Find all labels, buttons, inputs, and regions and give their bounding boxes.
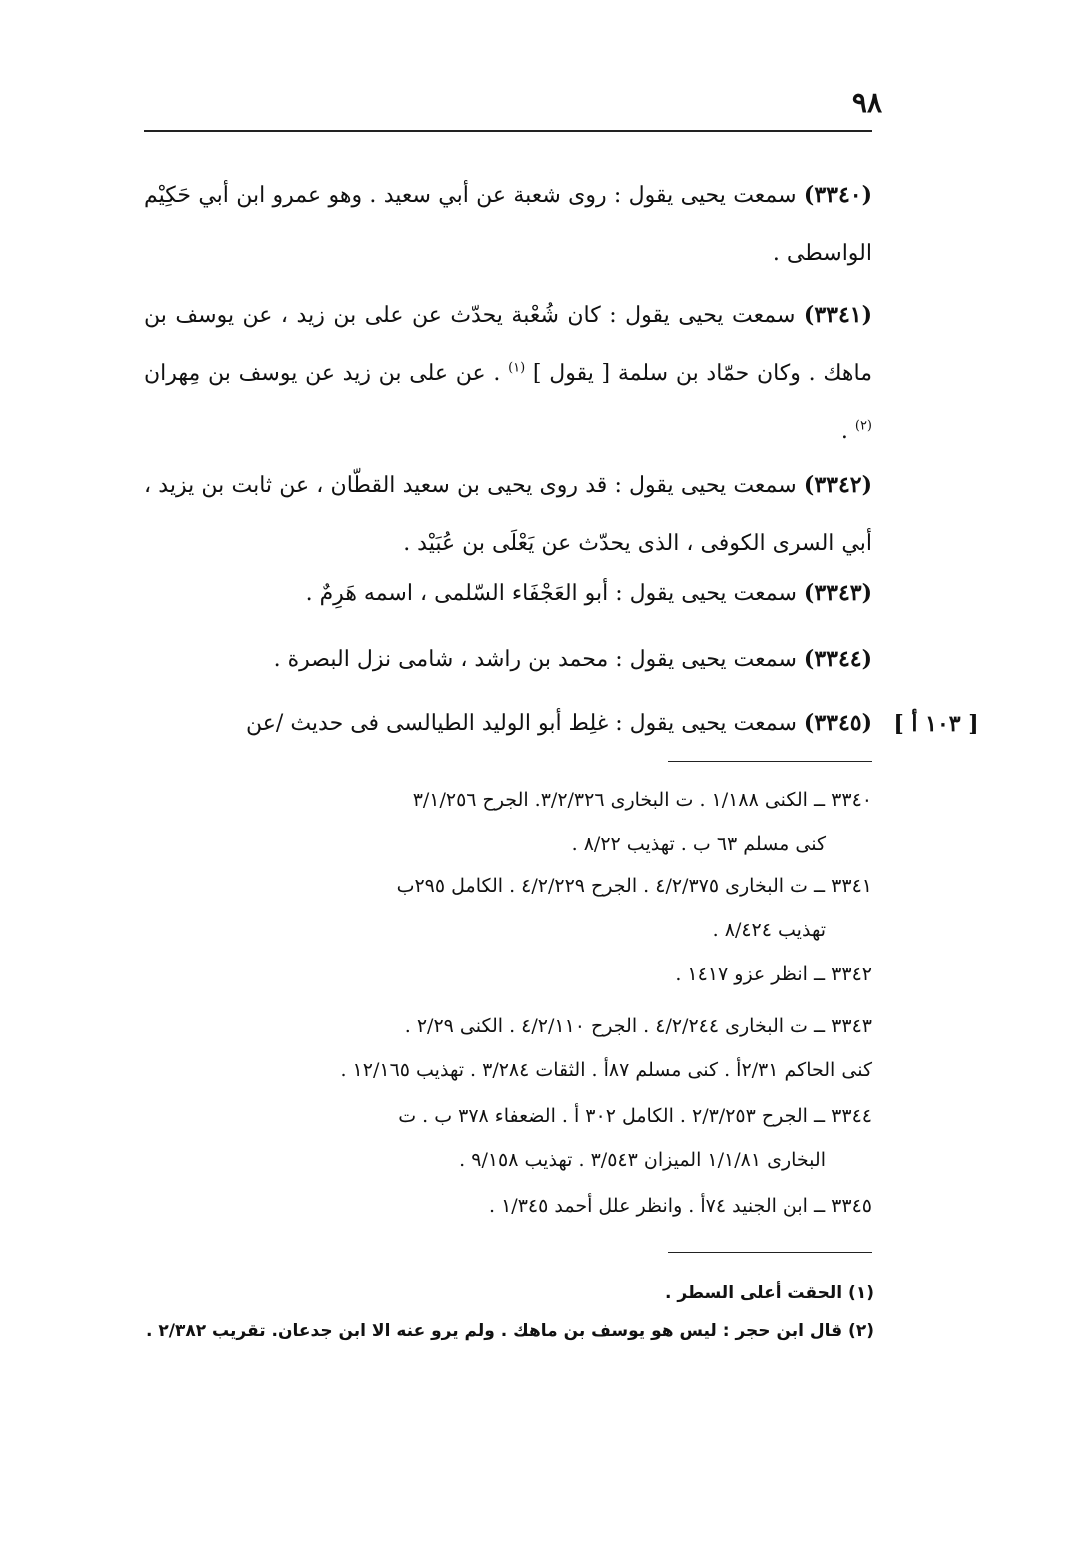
- entry-number: (٣٣٤٣): [803, 580, 872, 606]
- reference-3341: [144, 864, 872, 952]
- footnote-marker-2: (٢): [854, 418, 872, 434]
- entry-3343: [144, 564, 872, 623]
- reference-line: كنى مسلم ٦٣ ب . تهذيب ٨/٢٢ .: [571, 833, 826, 855]
- footnote-1: (١) الحقت أعلى السطر .: [665, 1283, 874, 1303]
- entry-number: (٣٣٤١): [803, 302, 872, 328]
- reference-line: ٣٣٤٥ ــ ابن الجنيد ٧٤أ . وانظر علل أحمد ١/٣٤٥ .: [489, 1195, 872, 1217]
- footnotes-rule: [668, 1252, 872, 1253]
- footnote-marker-1: (١): [508, 360, 526, 376]
- entry-3342: [144, 456, 872, 573]
- header-rule: [144, 130, 872, 132]
- reference-3344: [144, 1094, 872, 1182]
- reference-line: تهذيب ٨/٤٢٤ .: [712, 919, 826, 941]
- entry-text: .: [840, 419, 855, 444]
- reference-line: ٣٣٤٢ ــ انظر عزو ١٤١٧ .: [675, 963, 872, 985]
- reference-3340: [144, 778, 872, 866]
- entry-text: سمعت يحيى يقول : محمد بن راشد ، شامى نزل البصرة .: [273, 647, 804, 672]
- entry-number: (٣٣٤٥): [803, 710, 872, 736]
- entry-number: (٣٣٤٠): [803, 182, 872, 208]
- reference-line: ٣٣٤٣ ــ ت البخارى ٤/٢/٢٤٤ . الجرح ٤/٢/١١٠ . الكنى ٢/٢٩ .: [404, 1015, 872, 1037]
- entry-3341: [144, 286, 872, 461]
- reference-3342: [144, 952, 872, 996]
- entry-3344: [144, 630, 872, 689]
- entry-text: سمعت يحيى يقول : غلِط أبو الوليد الطيالسى فى حديث /عن: [246, 711, 804, 736]
- references-rule: [668, 761, 872, 762]
- reference-3343: [144, 1004, 872, 1092]
- entry-number: (٣٣٤٢): [803, 472, 872, 498]
- entry-3340: [144, 166, 872, 283]
- reference-line: ٣٣٤٤ ــ الجرح ٢/٣/٢٥٣ . الكامل ٣٠٢ أ . الضعفاء ٣٧٨ ب . ت: [398, 1105, 872, 1127]
- page-number: ٩٨: [851, 86, 882, 119]
- entry-text: سمعت يحيى يقول : قد روى يحيى بن سعيد القطّان ، عن ثابت بن يزيد ، أبي السرى الكوفى ، الذى يحدّث عن يَعْلَى بن عُبَيْد .: [144, 473, 872, 556]
- entry-number: (٣٣٤٤): [803, 646, 872, 672]
- entry-text: سمعت يحيى يقول : كان شُعْبة يحدّث عن على بن زيد ، عن يوسف بن ماهك . وكان حمّاد بن سلمة [ يقول ]: [144, 303, 872, 386]
- reference-line: ٣٣٤١ ــ ت البخارى ٤/٢/٣٧٥ . الجرح ٤/٢/٢٢٩ . الكامل ٢٩٥ب: [396, 875, 872, 897]
- entry-text: سمعت يحيى يقول : أبو العَجْفَاء السّلمى ، اسمه هَرِمٌ .: [305, 581, 804, 606]
- reference-line: كنى الحاكم ٢/٣١أ . كنى مسلم ٨٧أ . الثقات ٣/٢٨٤ . تهذيب ١٢/١٦٥ .: [340, 1059, 872, 1081]
- manuscript-folio-reference: [ ١٠٣ أ ]: [893, 711, 979, 737]
- reference-3345: [144, 1184, 872, 1228]
- footnote-2: (٢) قال ابن حجر : ليس هو يوسف بن ماهك . ولم يرو عنه الا ابن جدعان. تقريب ٢/٣٨٢ .: [146, 1321, 874, 1341]
- reference-line: ٣٣٤٠ ــ الكنى ١/١٨٨ . ت البخارى ٣/٢/٣٢٦. الجرح ٣/١/٢٥٦: [412, 789, 872, 811]
- reference-line: البخارى ١/١/٨١ الميزان ٣/٥٤٣ . تهذيب ٩/١٥٨ .: [459, 1149, 826, 1171]
- entry-text: سمعت يحيى يقول : روى شعبة عن أبي سعيد . وهو عمرو ابن أبي حَكِيْم الواسطى .: [144, 183, 872, 266]
- entry-3345: [144, 694, 872, 753]
- entry-text: . عن على بن زيد عن يوسف بن مِهران: [144, 361, 509, 386]
